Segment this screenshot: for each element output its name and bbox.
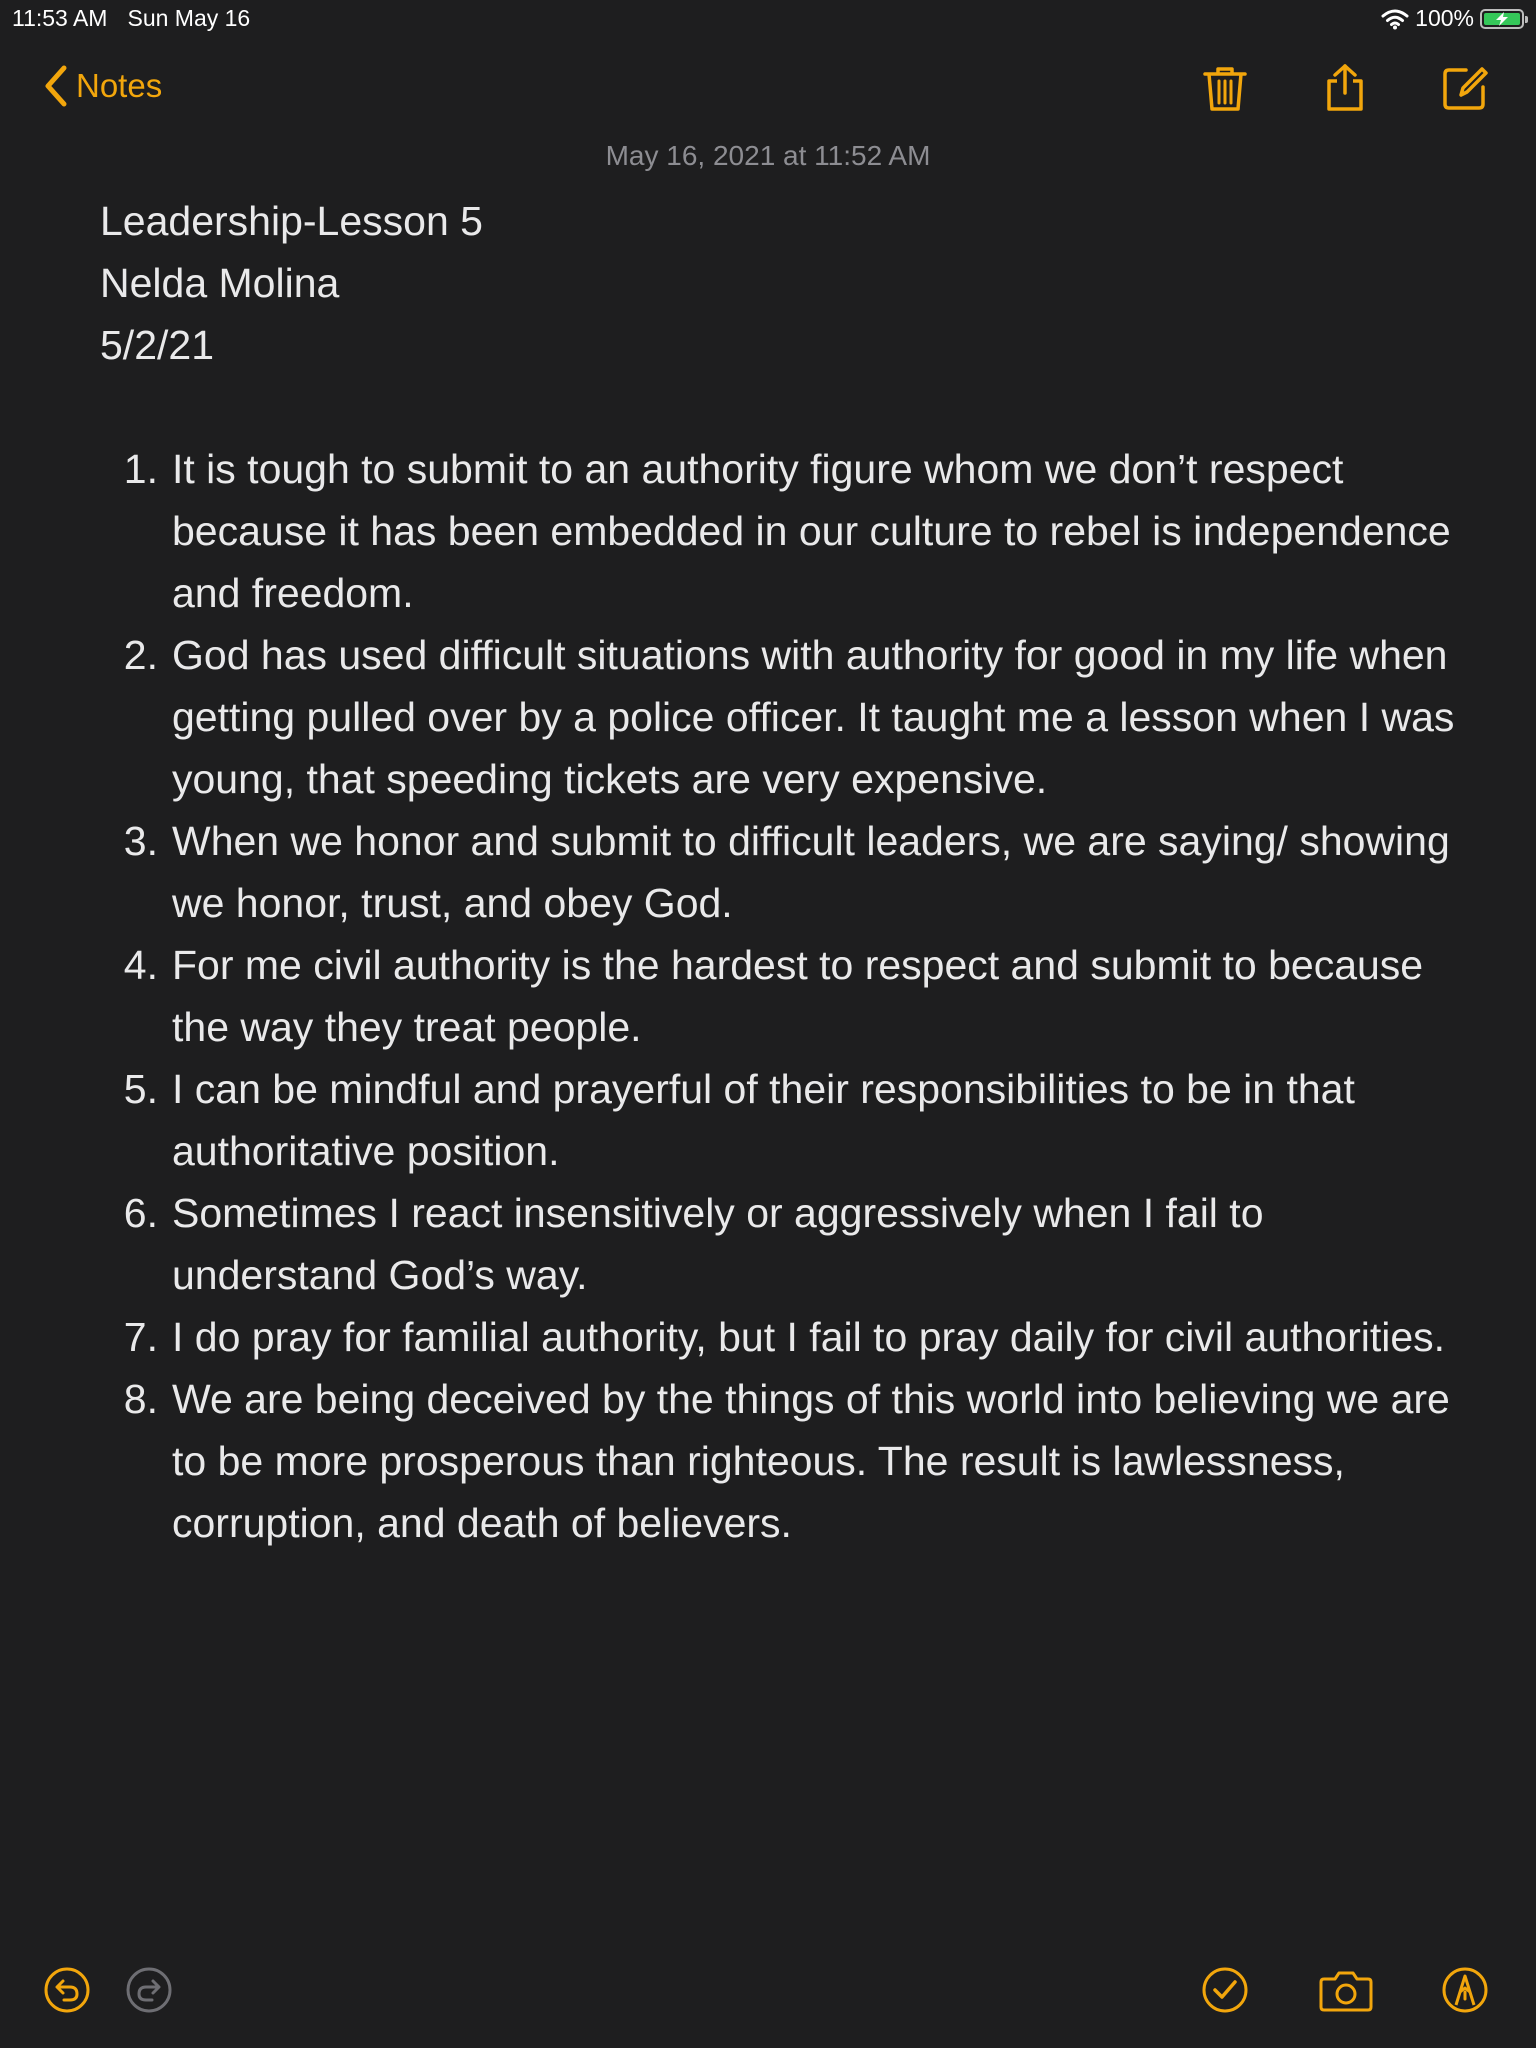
compose-icon[interactable] xyxy=(1440,63,1490,113)
note-author-line: Nelda Molina xyxy=(100,260,340,306)
list-item-text: God has used difficult situations with authority for good in my life when getting pulled over by a police officer. It taught me a lesson when I was young, that speeding tickets are very expensive. xyxy=(172,632,1455,802)
note-timestamp: May 16, 2021 at 11:52 AM xyxy=(605,140,931,171)
undo-icon[interactable] xyxy=(42,1965,92,2015)
note-heading xyxy=(100,190,1480,376)
list-item-text: When we honor and submit to difficult leaders, we are saying/ showing we honor, trust, and obey God. xyxy=(172,818,1450,926)
list-item xyxy=(100,934,1480,1058)
list-item-number: 6. xyxy=(123,1190,158,1236)
list-item-text: It is tough to submit to an authority figure whom we don’t respect because it has been embedded in our culture to rebel is independence and freedom. xyxy=(172,446,1451,616)
list-item-text: I can be mindful and prayerful of their responsibilities to be in that authoritative position. xyxy=(172,1066,1355,1174)
status-time: 11:53 AM xyxy=(12,5,108,31)
redo-icon[interactable] xyxy=(124,1965,174,2015)
battery-icon xyxy=(1480,9,1524,29)
list-item xyxy=(100,1182,1480,1306)
list-item-number: 2. xyxy=(123,632,158,678)
battery-percent: 100% xyxy=(1415,5,1474,31)
status-bar xyxy=(0,0,1536,40)
list-item-number: 8. xyxy=(123,1376,158,1422)
back-button[interactable] xyxy=(44,65,162,107)
markup-icon[interactable] xyxy=(1440,1965,1490,2015)
note-editor[interactable] xyxy=(100,190,1480,1554)
list-item-text: I do pray for familial authority, but I fail to pray daily for civil authorities. xyxy=(172,1314,1446,1360)
share-icon[interactable] xyxy=(1320,63,1370,113)
list-item xyxy=(100,438,1480,624)
list-item xyxy=(100,1058,1480,1182)
status-date: Sun May 16 xyxy=(127,5,251,31)
list-item-number: 7. xyxy=(123,1314,158,1360)
list-item-text: For me civil authority is the hardest to respect and submit to because the way they treat people. xyxy=(172,942,1424,1050)
chevron-left-icon xyxy=(44,65,68,107)
list-item-text: Sometimes I react insensitively or aggressively when I fail to understand God’s way. xyxy=(172,1190,1264,1298)
back-button-label: Notes xyxy=(76,67,163,104)
note-numbered-list xyxy=(100,438,1480,1554)
toolbar xyxy=(0,55,1536,125)
wifi-icon xyxy=(1381,8,1409,30)
list-item-text: We are being deceived by the things of this world into believing we are to be more prosperous than righteous. The result is lawlessness, corruption, and death of believers. xyxy=(172,1376,1450,1546)
list-item xyxy=(100,624,1480,810)
list-item xyxy=(100,810,1480,934)
list-item xyxy=(100,1306,1480,1368)
list-item-number: 4. xyxy=(123,942,158,988)
list-item xyxy=(100,1368,1480,1554)
checklist-icon[interactable] xyxy=(1200,1965,1250,2015)
note-date-line: 5/2/21 xyxy=(100,322,214,368)
trash-icon[interactable] xyxy=(1200,63,1250,113)
list-item-number: 1. xyxy=(123,446,158,492)
status-left xyxy=(12,5,250,32)
bottom-toolbar xyxy=(0,1965,1536,2035)
camera-icon[interactable] xyxy=(1318,1965,1374,2015)
status-right xyxy=(1381,5,1524,32)
list-item-number: 5. xyxy=(123,1066,158,1112)
note-title-line: Leadership-Lesson 5 xyxy=(100,198,483,244)
list-item-number: 3. xyxy=(123,818,158,864)
